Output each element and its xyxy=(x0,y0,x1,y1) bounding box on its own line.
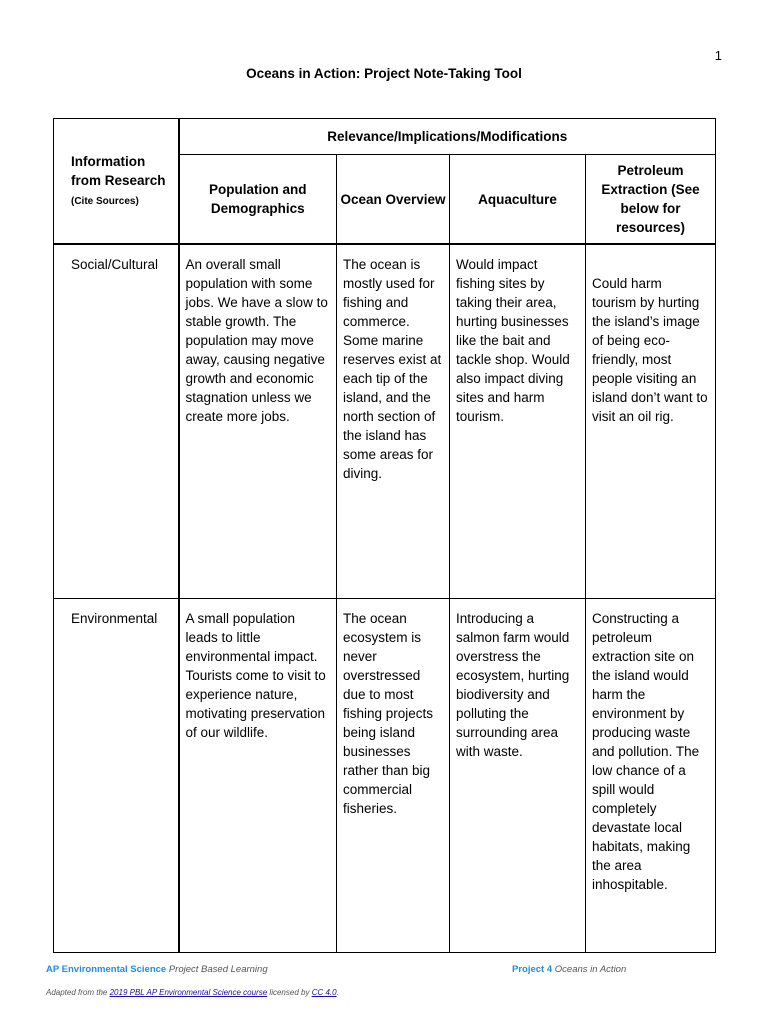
table-cell: Could harm tourism by hurting the island’s image of being eco-friendly, most people visiting an island don’t want to visit an oil rig. xyxy=(586,244,716,598)
row-label-social-cultural: Social/Cultural xyxy=(54,244,179,598)
column-header-petroleum: Petroleum Extraction (See below for resources) xyxy=(586,155,716,245)
table-cell: Constructing a petroleum extraction site on the island would harm the environment by producing waste and pollution. The low chance of a spill would completely devastate local habitats, making the area inhospitable. xyxy=(586,598,716,952)
footer-project: Project 4 xyxy=(512,964,553,975)
row-label-environmental: Environmental xyxy=(54,598,179,952)
info-subheader: (Cite Sources) xyxy=(71,195,139,207)
table-cell: The ocean is mostly used for fishing and commerce. Some marine reserves exist at each tip of the island, and the north section of the island has some areas for diving. xyxy=(337,244,450,598)
column-header-ocean-overview: Ocean Overview xyxy=(337,155,450,245)
credit-end: . xyxy=(336,988,339,997)
footer-subtitle: Project Based Learning xyxy=(168,964,268,975)
info-header: Information from Research xyxy=(71,153,166,188)
course-link[interactable]: 2019 PBL AP Environmental Science course xyxy=(109,988,268,997)
credit-line xyxy=(46,988,339,997)
credit-prefix: Adapted from the xyxy=(46,988,108,997)
table-row xyxy=(54,598,716,952)
info-header-cell xyxy=(54,119,179,245)
footer-right xyxy=(512,964,626,975)
footer-left xyxy=(46,964,268,975)
footer-course: AP Environmental Science xyxy=(46,964,167,975)
table-cell: Introducing a salmon farm would overstress the ecosystem, hurting biodiversity and polluting the surrounding area with waste. xyxy=(450,598,586,952)
credit-mid: licensed by xyxy=(269,988,310,997)
note-taking-table xyxy=(53,118,716,953)
column-header-aquaculture: Aquaculture xyxy=(450,155,586,245)
footer-project-title: Oceans in Action xyxy=(554,964,627,975)
column-header-population: Population and Demographics xyxy=(179,155,337,245)
table-cell: An overall small population with some jobs. We have a slow to stable growth. The population may move away, causing negative growth and economic stagnation unless we create more jobs. xyxy=(179,244,337,598)
group-header: Relevance/Implications/Modifications xyxy=(179,119,716,155)
license-link[interactable]: CC 4.0 xyxy=(311,988,337,997)
page-title: Oceans in Action: Project Note-Taking Tool xyxy=(246,66,522,81)
table-row xyxy=(54,244,716,598)
page-number: 1 xyxy=(714,48,722,63)
table-cell: A small population leads to little environmental impact. Tourists come to visit to experience nature, motivating preservation of our wildlife. xyxy=(179,598,337,952)
table-cell: Would impact fishing sites by taking their area, hurting businesses like the bait and tackle shop. Would also impact diving sites and harm tourism. xyxy=(450,244,586,598)
table-cell: The ocean ecosystem is never overstressed due to most fishing projects being island businesses rather than big commercial fisheries. xyxy=(337,598,450,952)
